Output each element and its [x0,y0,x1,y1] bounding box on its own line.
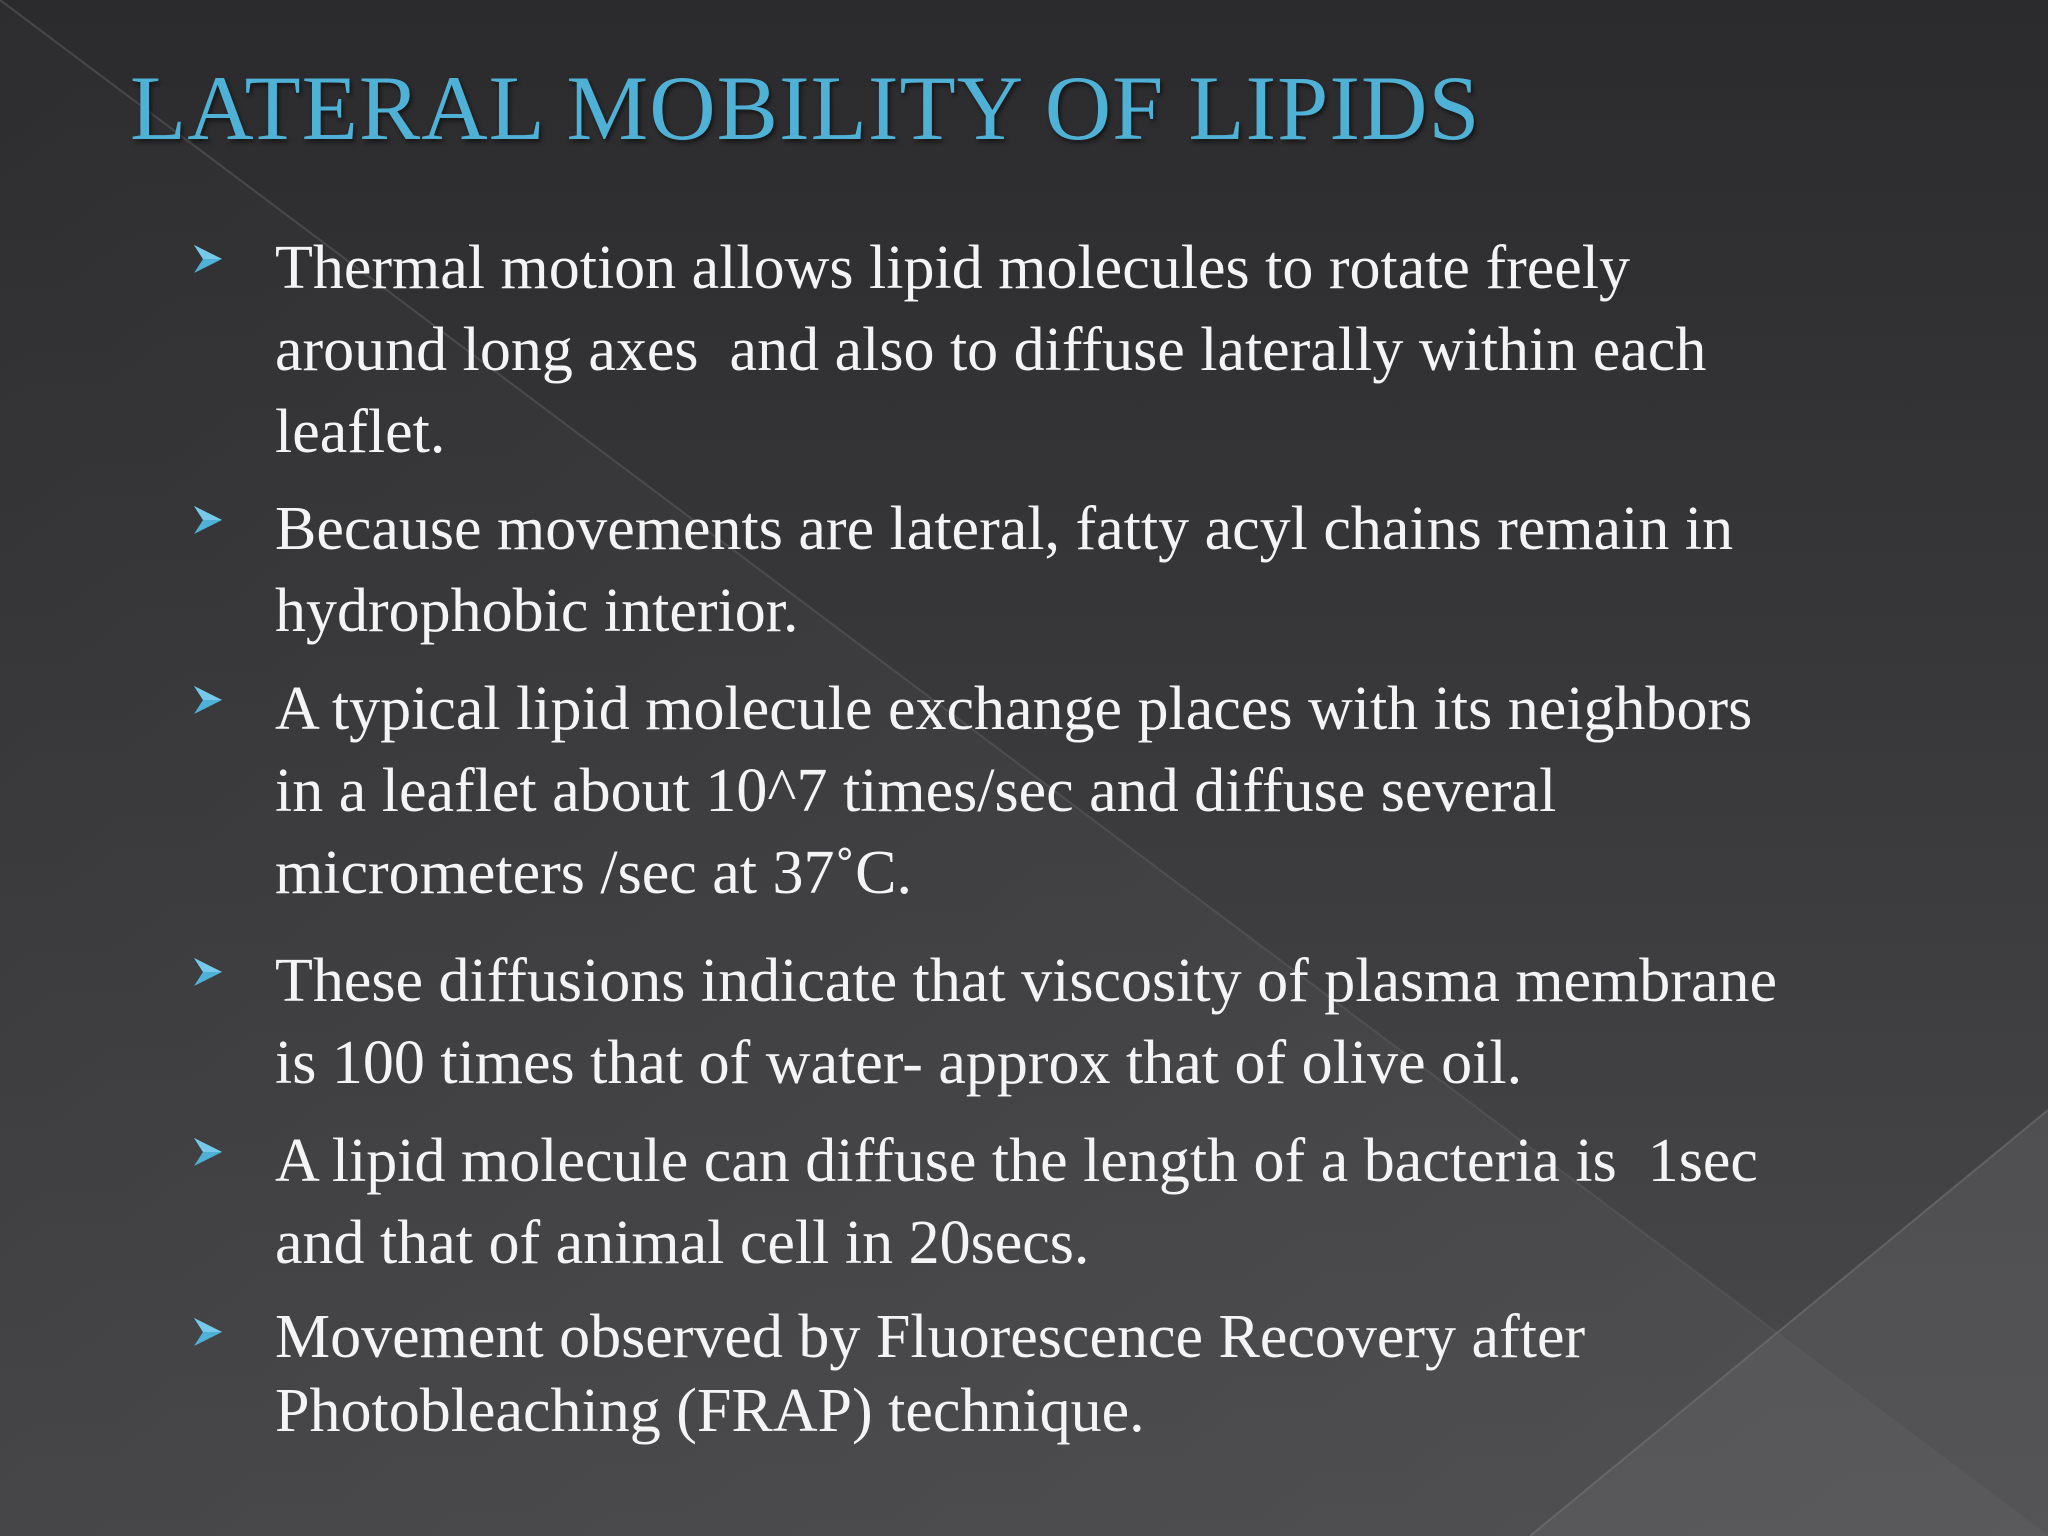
arrowhead-bullet-icon [190,682,226,718]
arrowhead-bullet-icon [190,241,226,277]
arrowhead-bullet-icon [190,502,226,538]
bullet-text: Thermal motion allows lipid molecules to rotate freely around long axes and also to diffuse laterally within each leaflet. [275,234,1707,466]
bullet-text: A lipid molecule can diffuse the length of a bacteria is 1sec and that of animal cell in 20secs. [275,1127,1758,1277]
arrowhead-bullet-icon [190,954,226,990]
slide-title: LATERAL MOBILITY OF LIPIDS [130,57,1481,159]
arrowhead-bullet-icon [190,1134,226,1170]
arrowhead-bullet-icon [190,1314,226,1350]
bullet-text: Because movements are lateral, fatty acyl chains remain in hydrophobic interior. [275,495,1734,645]
bullet-text: These diffusions indicate that viscosity of plasma membrane is 100 times that of water- approx that of olive oil. [275,947,1777,1097]
bullet-text: A typical lipid molecule exchange places with its neighbors in a leaflet about 10^7 times/sec and diffuse several micrometers /sec at 37˚C. [275,675,1753,907]
bullet-text: Movement observed by Fluorescence Recovery after Photobleaching (FRAP) technique. [275,1303,1586,1445]
